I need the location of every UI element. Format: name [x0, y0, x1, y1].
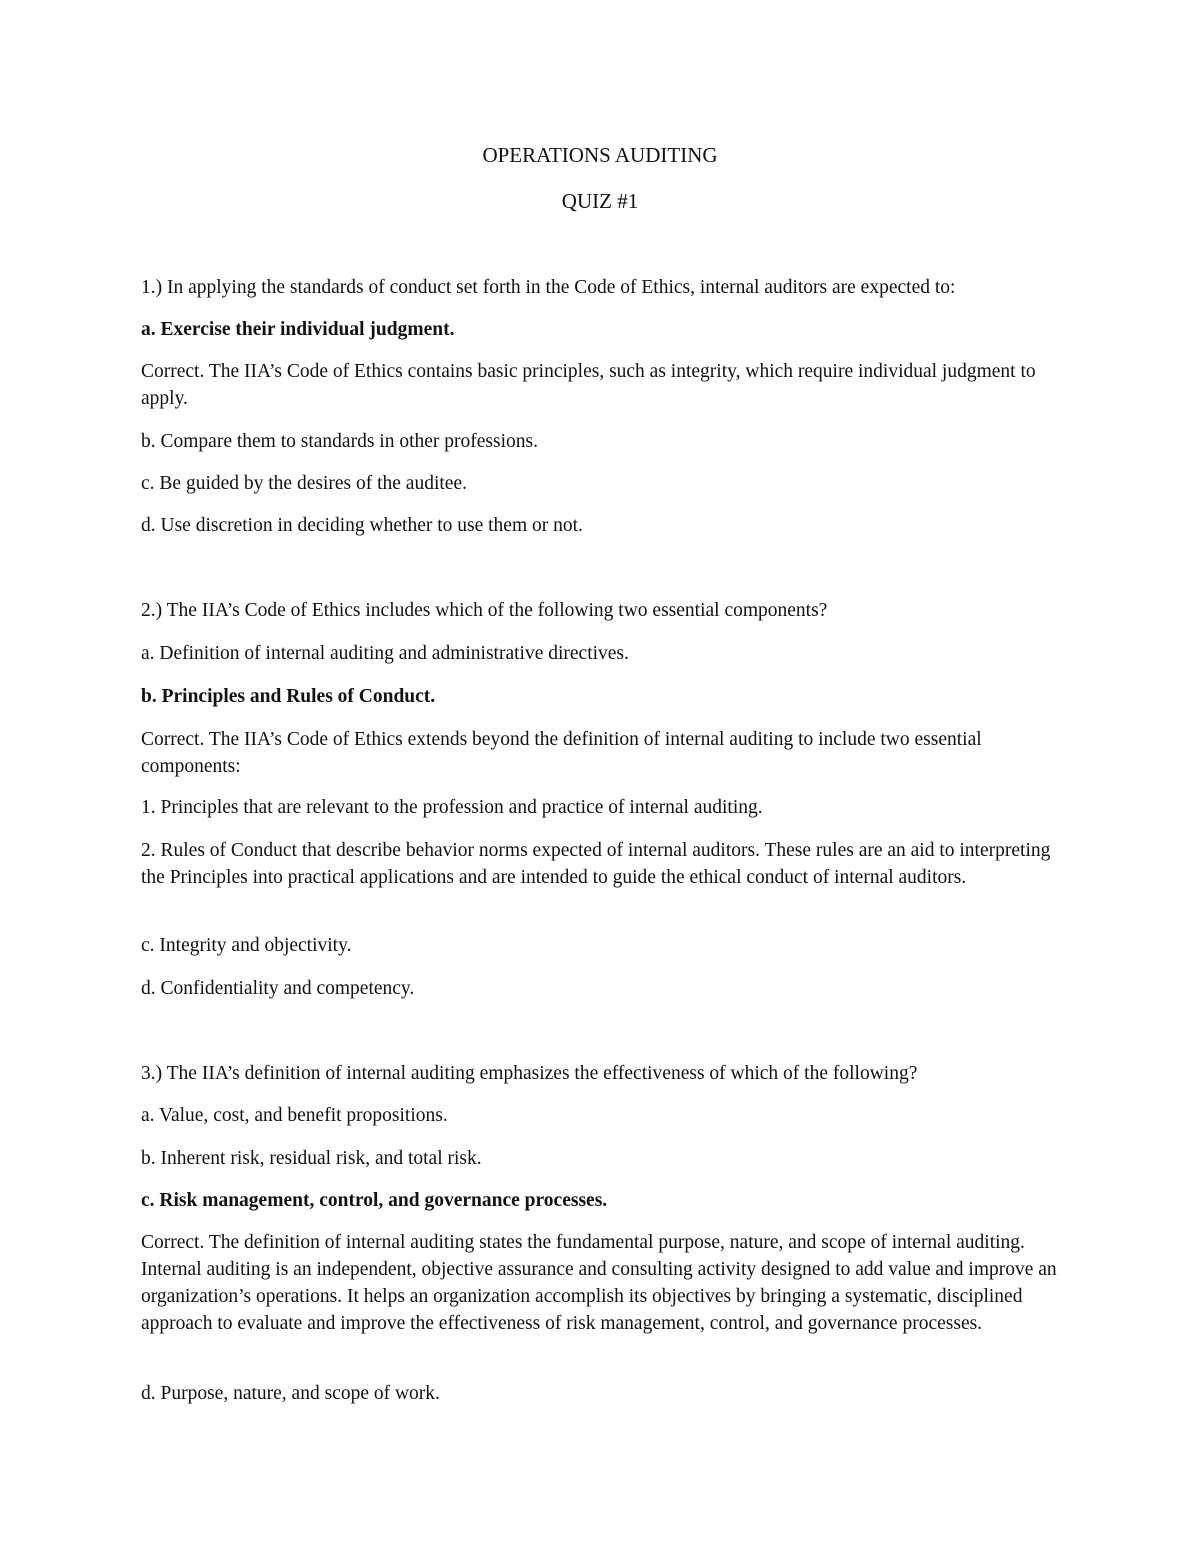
question-2-point-2: 2. Rules of Conduct that describe behavior norms expected of internal auditors. These rules are an aid to interpreting the Principles into practical applications and are intended to guide the ethical conduct of internal auditors. [141, 840, 1051, 888]
question-2-point-1: 1. Principles that are relevant to the profession and practice of internal auditing. [141, 797, 763, 818]
question-3-option-c-correct: c. Risk management, control, and governance processes. [141, 1190, 608, 1211]
document-title: OPERATIONS AUDITING [482, 143, 718, 167]
question-2-option-b-correct: b. Principles and Rules of Conduct. [141, 686, 436, 707]
question-2-stem: 2.) The IIA’s Code of Ethics includes which of the following two essential components? [141, 600, 828, 621]
question-3-option-a: a. Value, cost, and benefit propositions. [141, 1105, 448, 1126]
question-1-option-a-correct: a. Exercise their individual judgment. [141, 319, 455, 340]
question-1-option-b: b. Compare them to standards in other professions. [141, 431, 538, 452]
question-3-stem: 3.) The IIA’s definition of internal auditing emphasizes the effectiveness of which of the following? [141, 1063, 918, 1084]
question-1-explanation: Correct. The IIA’s Code of Ethics contains basic principles, such as integrity, which require individual judgment to apply. [141, 361, 1036, 409]
question-2-option-d: d. Confidentiality and competency. [141, 978, 415, 999]
question-2-explanation: Correct. The IIA’s Code of Ethics extends beyond the definition of internal auditing to include two essential components: [141, 729, 982, 777]
question-3-option-b: b. Inherent risk, residual risk, and total risk. [141, 1148, 482, 1169]
question-2-option-c: c. Integrity and objectivity. [141, 935, 352, 956]
question-1-option-c: c. Be guided by the desires of the auditee. [141, 473, 467, 494]
document-subtitle: QUIZ #1 [561, 189, 639, 213]
question-3-explanation: Correct. The definition of internal auditing states the fundamental purpose, nature, and scope of internal auditing. Internal auditing is an independent, objective assurance and consulting activity designed to add value and improve an organization’s operations. It helps an organization accomplish its objectives by bringing a systematic, disciplined approach to evaluate and improve the effectiveness of risk management, control, and governance processes. [141, 1232, 1057, 1334]
question-2-option-a: a. Definition of internal auditing and administrative directives. [141, 643, 629, 664]
question-3-option-d: d. Purpose, nature, and scope of work. [141, 1383, 440, 1404]
question-1-stem: 1.) In applying the standards of conduct set forth in the Code of Ethics, internal auditors are expected to: [141, 277, 956, 298]
question-1-option-d: d. Use discretion in deciding whether to use them or not. [141, 515, 583, 536]
